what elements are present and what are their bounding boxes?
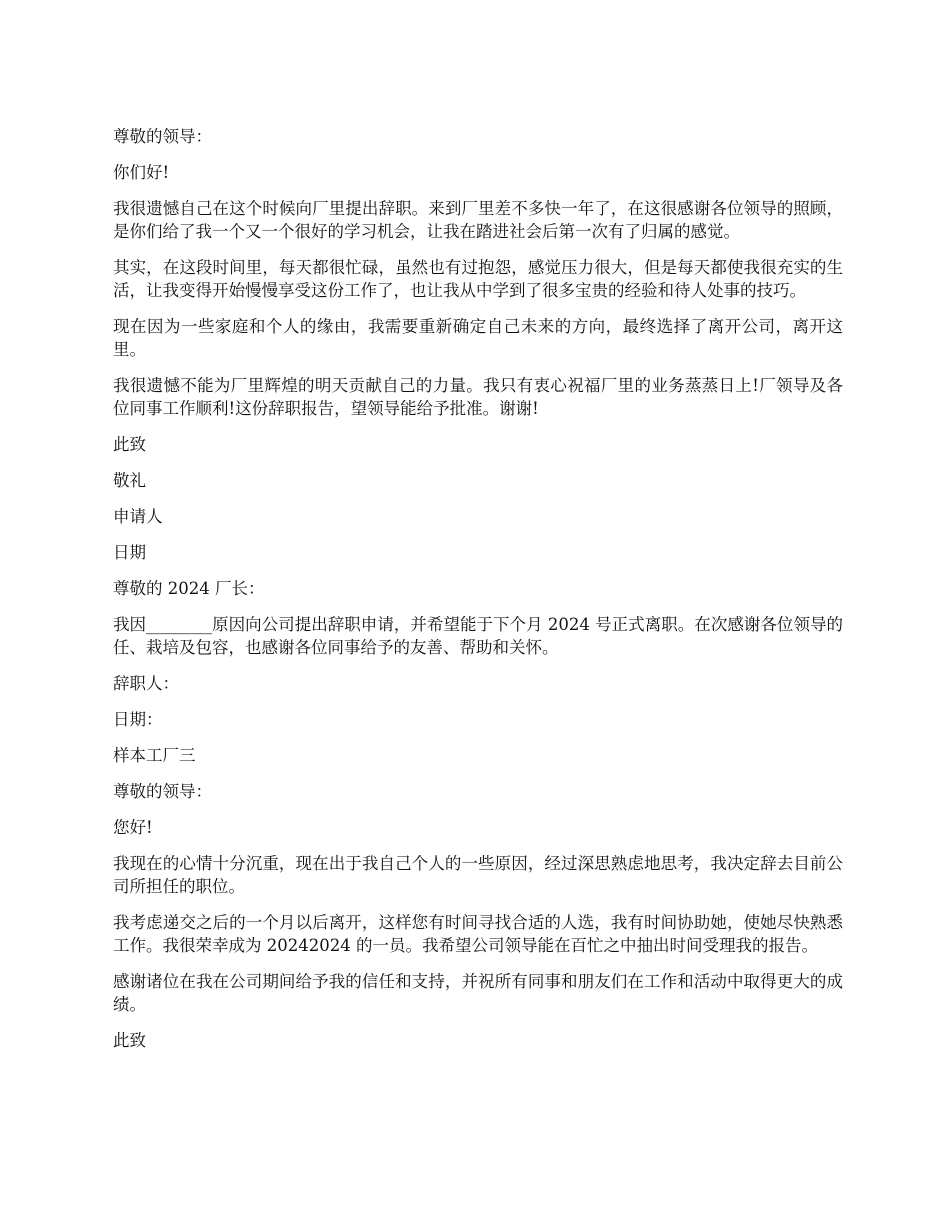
closing-line: 此致 — [113, 435, 146, 454]
body-paragraph: 我现在的心情十分沉重，现在出于我自己个人的一些原因，经过深思熟虑地思考，我决定辞去目前公司所担任的职位。 — [113, 854, 843, 896]
greeting: 您好! — [113, 818, 153, 837]
body-paragraph: 我很遗憾不能为厂里辉煌的明天贡献自己的力量。我只有衷心祝福厂里的业务蒸蒸日上!厂领导及各位同事工作顺利!这份辞职报告，望领导能给予批准。谢谢! — [113, 376, 843, 418]
closing-line: 此致 — [113, 1031, 146, 1050]
body-paragraph: 我因________原因向公司提出辞职申请，并希望能于下个月 2024 号正式离职。在次感谢各位领导的任、栽培及包容，也感谢各位同事给予的友善、帮助和关怀。 — [113, 615, 843, 657]
salutation: 尊敬的 2024 厂长： — [113, 579, 265, 598]
document-body — [113, 125, 843, 1065]
date-label: 日期 — [113, 543, 146, 562]
body-paragraph: 我很遗憾自己在这个时候向厂里提出辞职。来到厂里差不多快一年了，在这很感谢各位领导的照顾，是你们给了我一个又一个很好的学习机会，让我在踏进社会后第一次有了归属的感觉。 — [113, 199, 843, 241]
applicant-label: 申请人 — [113, 507, 163, 526]
closing-salute: 敬礼 — [113, 471, 146, 490]
body-paragraph: 现在因为一些家庭和个人的缘由，我需要重新确定自己未来的方向，最终选择了离开公司，离开这里。 — [113, 317, 843, 359]
resigner-label: 辞职人： — [113, 674, 179, 693]
greeting: 你们好! — [113, 163, 170, 182]
body-paragraph: 感谢诸位在我在公司期间给予我的信任和支持，并祝所有同事和朋友们在工作和活动中取得更大的成绩。 — [113, 972, 843, 1014]
body-paragraph: 其实，在这段时间里，每天都很忙碌，虽然也有过抱怨，感觉压力很大，但是每天都使我很充实的生活，让我变得开始慢慢享受这份工作了，也让我从中学到了很多宝贵的经验和待人处事的技巧。 — [113, 258, 843, 300]
salutation: 尊敬的领导： — [113, 127, 212, 146]
sample-heading: 样本工厂三 — [113, 746, 196, 765]
body-paragraph: 我考虑递交之后的一个月以后离开，这样您有时间寻找合适的人选，我有时间协助她，使她尽快熟悉工作。我很荣幸成为 20242024 的一员。我希望公司领导能在百忙之中抽出时间受理我的报告。 — [113, 913, 843, 955]
date-label: 日期： — [113, 710, 163, 729]
salutation: 尊敬的领导： — [113, 782, 212, 801]
